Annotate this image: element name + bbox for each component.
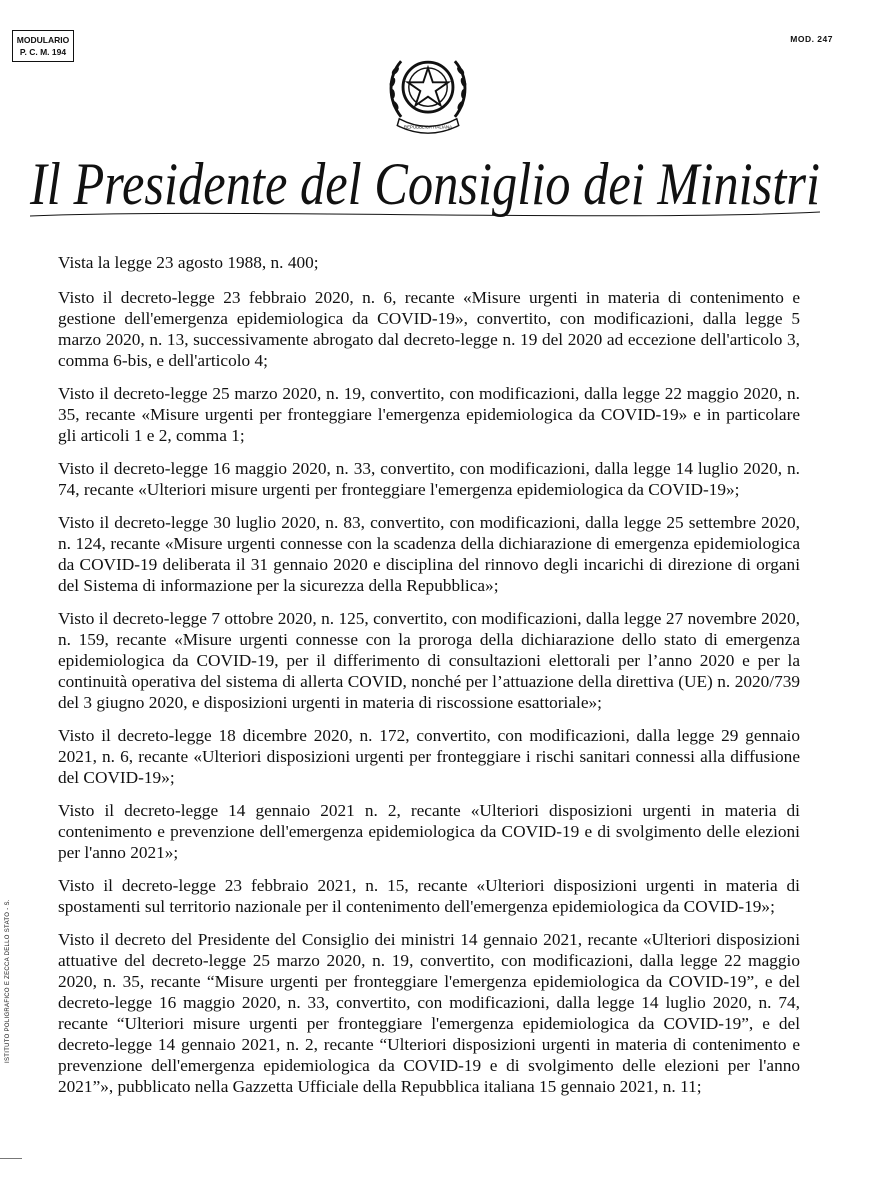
side-imprint: ISTITUTO POLIGRAFICO E ZECCA DELLO STATO - S.	[5, 899, 11, 1063]
modulario-form-label	[12, 30, 74, 62]
margin-line	[0, 1158, 22, 1159]
form-code: MOD. 247	[790, 34, 833, 44]
paragraph: Visto il decreto-legge 23 febbraio 2021, n. 15, recante «Ulteriori disposizioni urgenti in materia di spostamenti sul territorio nazionale per il contenimento dell'emergenza epidemiologica da COVID-19»;	[58, 876, 800, 916]
header-title-text: Il Presidente del Consiglio dei Ministri	[29, 151, 821, 217]
paragraph: Visto il decreto-legge 23 febbraio 2020, n. 6, recante «Misure urgenti in materia di contenimento e gestione dell'emergenza epidemiologica da COVID-19», convertito, con modificazioni, dalla legge 5 marzo 2020, n. 13, successivamente abrogato dal decreto-legge n. 19 del 2020 ad eccezione dell'articolo 3, comma 6-bis, e dell'articolo 4;	[58, 288, 800, 370]
paragraph: Visto il decreto del Presidente del Consiglio dei ministri 14 gennaio 2021, recante «Ulteriori disposizioni attuative del decreto-legge 25 marzo 2020, n. 19, convertito, con modificazioni, dalla legge 22 maggio 2020, n. 35, recante “Misure urgenti per fronteggiare l'emergenza epidemiologica da COVID-19”, e del decreto-legge 16 maggio 2020, n. 33, convertito, con modificazioni, dalla legge 14 luglio 2020, n. 74, recante “Ulteriori misure urgenti per fronteggiare l'emergenza epidemiologica da COVID-19”, e del decreto-legge 14 gennaio 2021, n. 2, recante “Ulteriori disposizioni urgenti in materia di contenimento e prevenzione dell'emergenza epidemiologica da COVID-19 e di svolgimento delle elezioni per l'anno 2021”», pubblicato nella Gazzetta Ufficiale della Repubblica italiana 15 gennaio 2021, n. 11;	[58, 930, 800, 1096]
document-body	[58, 252, 800, 1109]
paragraph: Visto il decreto-legge 30 luglio 2020, n. 83, convertito, con modificazioni, dalla legge 25 settembre 2020, n. 124, recante «Misure urgenti connesse con la scadenza della dichiarazione di emergenza epidemiologica da COVID-19 deliberata il 31 gennaio 2020 e disciplina del rinnovo degli incarichi di direzione di organi del Sistema di informazione per la sicurezza della Repubblica»;	[58, 513, 800, 595]
italian-republic-emblem-icon	[380, 42, 476, 138]
paragraph: Visto il decreto-legge 16 maggio 2020, n. 33, convertito, con modificazioni, dalla legge 14 luglio 2020, n. 74, recante «Ulteriori misure urgenti per fronteggiare l'emergenza epidemiologica da COVID-19»;	[58, 459, 800, 499]
paragraph: Vista la legge 23 agosto 1988, n. 400;	[58, 253, 319, 272]
form-label-line1: MODULARIO	[16, 35, 70, 45]
document-header-title	[20, 138, 830, 242]
form-label-line2: P. C. M. 194	[19, 47, 67, 57]
paragraph: Visto il decreto-legge 7 ottobre 2020, n. 125, convertito, con modificazioni, dalla legge 27 novembre 2020, n. 159, recante «Misure urgenti connesse con la proroga della dichiarazione dello stato di emergenza epidemiologica da COVID-19, per il differimento di consultazioni elettorali per l’anno 2020 e per la continuità operativa del sistema di allerta COVID, nonché per l’attuazione della direttiva (UE) n. 2020/739 del 3 giugno 2020, e disposizioni urgenti in materia di riscossione esattoriale»;	[58, 609, 800, 712]
paragraph: Visto il decreto-legge 25 marzo 2020, n. 19, convertito, con modificazioni, dalla legge 22 maggio 2020, n. 35, recante «Misure urgenti per fronteggiare l'emergenza epidemiologica da COVID-19» e in particolare gli articoli 1 e 2, comma 1;	[58, 384, 800, 445]
svg-text:REPUBBLICA ITALIANA: REPUBBLICA ITALIANA	[403, 124, 453, 130]
paragraph: Visto il decreto-legge 14 gennaio 2021 n. 2, recante «Ulteriori disposizioni urgenti in materia di contenimento e prevenzione dell'emergenza epidemiologica da COVID-19 e di svolgimento delle elezioni per l'anno 2021»;	[58, 801, 800, 862]
paragraph: Visto il decreto-legge 18 dicembre 2020, n. 172, convertito, con modificazioni, dalla legge 29 gennaio 2021, n. 6, recante «Ulteriori disposizioni urgenti per fronteggiare i rischi sanitari connessi alla diffusione del COVID-19»;	[58, 726, 800, 787]
